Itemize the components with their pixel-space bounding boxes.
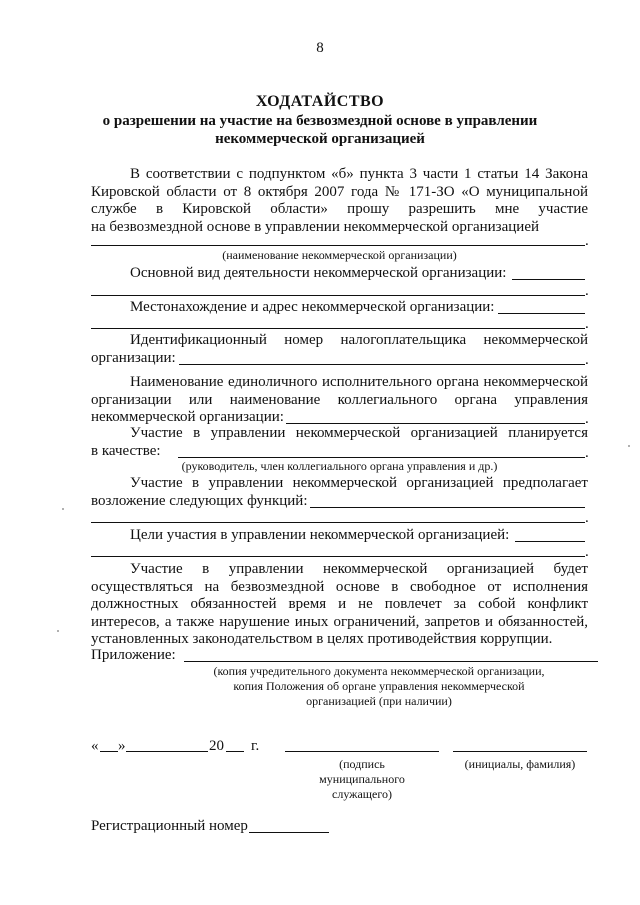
- inn-line-1: Идентификационный номер налогоплательщика некоммерческой: [130, 332, 588, 348]
- scan-speck: [628, 445, 630, 447]
- signature-caption-line-1: (подпись: [339, 757, 385, 771]
- executive-line-2: организации или наименование коллегиального органа управления: [91, 392, 588, 408]
- goals-label: Цели участия в управлении некоммерческой организацией:: [130, 527, 510, 543]
- attachment-field-line[interactable]: [184, 661, 598, 662]
- functions-field-line[interactable]: [310, 507, 585, 508]
- closing-line-5: установленных законодательством в целях противодействия коррупции.: [91, 631, 553, 647]
- closing-line-1: Участие в управлении некоммерческой организацией будет: [130, 561, 588, 577]
- document-title: ХОДАТАЙСТВО: [255, 93, 385, 110]
- intro-line-3: службе в Кировской области» прошу разрешить мне участие: [91, 201, 588, 217]
- org-name-field-line[interactable]: [91, 245, 585, 246]
- executive-line-1: Наименование единоличного исполнительного органа некоммерческой: [130, 374, 588, 390]
- inn-line-2: организации:: [91, 350, 176, 366]
- functions-line-2: возложение следующих функций:: [91, 493, 308, 509]
- org-name-caption: (наименование некоммерческой организации): [222, 248, 457, 262]
- goals-field-line[interactable]: [515, 541, 585, 542]
- intro-line-1: В соответствии с подпунктом «б» пункта 3 части 1 статьи 14 Закона: [130, 166, 588, 182]
- initials-field-line[interactable]: [453, 751, 587, 752]
- date-year-prefix: 20: [209, 738, 224, 754]
- executive-line-3: некоммерческой организации:: [91, 409, 284, 425]
- capacity-caption: (руководитель, член коллегиального органа управления и др.): [181, 459, 498, 473]
- date-close-quote: »: [118, 738, 126, 754]
- signature-caption-line-3: служащего): [332, 787, 392, 801]
- registration-field-line[interactable]: [249, 832, 329, 833]
- document-subtitle-line-2: некоммерческой организацией: [215, 131, 425, 147]
- attachment-caption-line-3: организацией (при наличии): [306, 694, 452, 708]
- attachment-caption-line-2: копия Положения об органе управления некоммерческой: [233, 679, 525, 693]
- capacity-field-line[interactable]: [178, 457, 585, 458]
- capacity-line-1: Участие в управлении некоммерческой организацией планируется: [130, 425, 588, 441]
- registration-label: Регистрационный номер: [91, 818, 248, 834]
- main-activity-label: Основной вид деятельности некоммерческой организации:: [130, 265, 507, 281]
- scan-speck: [62, 508, 64, 510]
- main-activity-field-line-2[interactable]: [91, 295, 585, 296]
- date-month-field[interactable]: [126, 751, 208, 752]
- functions-line-1: Участие в управлении некоммерческой организацией предполагает: [130, 475, 588, 491]
- document-subtitle-line-1: о разрешении на участие на безвозмездной основе в управлении: [102, 113, 538, 129]
- functions-field-line-2[interactable]: [91, 522, 585, 523]
- inn-field-line[interactable]: [179, 364, 585, 365]
- goals-field-line-2[interactable]: [91, 556, 585, 557]
- scan-speck: [57, 630, 59, 632]
- signature-field-line[interactable]: [285, 751, 439, 752]
- date-year-suffix: г.: [251, 738, 260, 754]
- attachment-caption-line-1: (копия учредительного документа некоммерческой организации,: [213, 664, 545, 678]
- intro-line-4: на безвозмездной основе в управлении некоммерческой организацией: [91, 219, 540, 235]
- address-field-line-2[interactable]: [91, 328, 585, 329]
- page-number: 8: [316, 40, 324, 56]
- closing-line-4: интересов, а также нарушение иных ограничений, запретов и обязанностей,: [91, 614, 588, 630]
- executive-field-line[interactable]: [286, 423, 585, 424]
- address-field-line[interactable]: [498, 313, 585, 314]
- closing-line-3: должностных обязанностей время и не повлечет за собой конфликт: [91, 596, 588, 612]
- date-day-field[interactable]: [100, 751, 118, 752]
- attachment-label: Приложение:: [91, 647, 176, 663]
- closing-line-2: осуществляться на безвозмездной основе в свободное от исполнения: [91, 579, 588, 595]
- main-activity-field-line[interactable]: [512, 279, 585, 280]
- initials-caption: (инициалы, фамилия): [464, 757, 576, 771]
- date-year-field[interactable]: [226, 751, 244, 752]
- signature-caption-line-2: муниципального: [319, 772, 405, 786]
- intro-line-2: Кировской области от 8 октября 2007 года № 171-ЗО «О муниципальной: [91, 184, 588, 200]
- date-open-quote: «: [91, 738, 99, 754]
- capacity-line-2: в качестве:: [91, 443, 161, 459]
- address-label: Местонахождение и адрес некоммерческой организации:: [130, 299, 495, 315]
